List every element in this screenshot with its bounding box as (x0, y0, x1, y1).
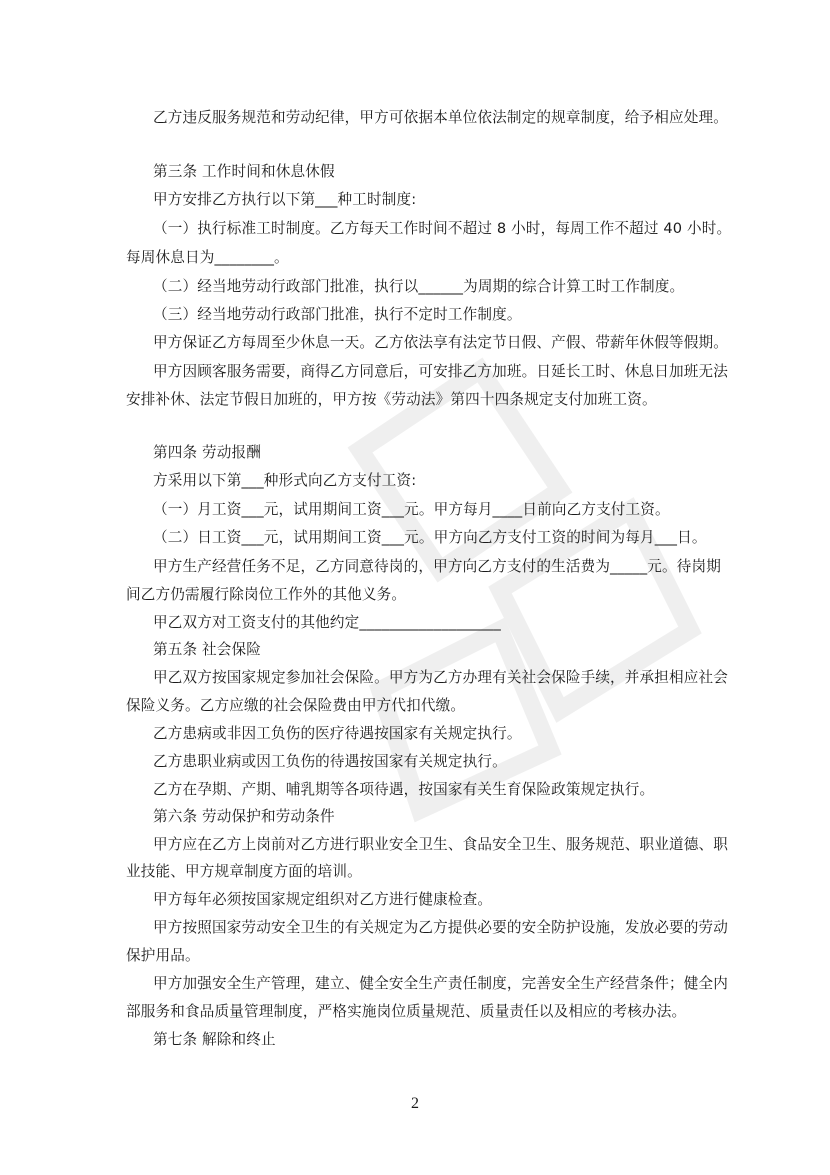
text-line-26: 业技能、甲方规章制度方面的培训。 (126, 863, 362, 880)
text-line-31: 部服务和食品质量管理制度，严格实施岗位质量规范、质量责任以及相应的考核办法。 (126, 1003, 687, 1020)
text-line-1: 乙方违反服务规范和劳动纪律，甲方可依据本单位依法制定的规章制度，给予相应处理。 (153, 109, 729, 126)
text-line-17: 甲乙双方对工资支付的其他约定___________________ (153, 614, 501, 631)
text-line-20: 保险义务。乙方应缴的社会保险费由甲方代扣代缴。 (126, 697, 466, 714)
text-line-6: （二）经当地劳动行政部门批准，执行以______为周期的综合计算工时工作制度。 (153, 278, 685, 295)
article-3-heading: 第三条 工作时间和休息休假 (153, 163, 335, 180)
text-line-9: 甲方因顾客服务需要，商得乙方同意后，可安排乙方加班。日延长工时、休息日加班无法 (153, 363, 729, 380)
article-7-heading: 第七条 解除和终止 (153, 1031, 276, 1048)
text-line-19: 甲乙双方按国家规定参加社会保险。甲方为乙方办理有关社会保险手续，并承担相应社会 (153, 669, 729, 686)
text-line-29: 保护用品。 (126, 947, 200, 964)
text-line-5: 每周休息日为________。 (126, 249, 289, 266)
text-line-4: （一）执行标准工时制度。乙方每天工作时间不超过 8 小时，每周工作不超过 40 小时。 (153, 220, 732, 237)
text-line-14: （二）日工资___元，试用期间工资___元。甲方向乙方支付工资的时间为每月___日。 (153, 529, 707, 546)
text-line-23: 乙方在孕期、产期、哺乳期等各项待遇，按国家有关生育保险政策规定执行。 (153, 781, 655, 798)
text-line-8: 甲方保证乙方每周至少休息一天。乙方依法享有法定节日假、产假、带薪年休假等假期。 (153, 334, 729, 351)
text-line-13: （一）月工资___元，试用期间工资___元。甲方每月____日前向乙方支付工资。 (153, 501, 670, 518)
text-line-3: 甲方安排乙方执行以下第___种工时制度: (153, 191, 417, 208)
text-line-7: （三）经当地劳动行政部门批准，执行不定时工作制度。 (153, 306, 522, 323)
text-line-22: 乙方患职业病或因工负伤的待遇按国家有关规定执行。 (153, 753, 507, 770)
text-line-28: 甲方按照国家劳动安全卫生的有关规定为乙方提供必要的安全防护设施，发放必要的劳动 (153, 919, 729, 936)
text-line-30: 甲方加强安全生产管理，建立、健全安全生产责任制度，完善安全生产经营条件；健全内 (153, 975, 729, 992)
text-line-16: 间乙方仍需履行除岗位工作外的其他义务。 (126, 586, 407, 603)
article-6-heading: 第六条 劳动保护和劳动条件 (153, 808, 335, 825)
text-line-15: 甲方生产经营任务不足，乙方同意待岗的，甲方向乙方支付的生活费为_____元。待岗期 (153, 558, 722, 575)
text-line-10: 安排补休、法定节假日加班的，甲方按《劳动法》第四十四条规定支付加班工资。 (126, 391, 657, 408)
page-number: 2 (411, 1095, 419, 1112)
text-line-12: 方采用以下第___种形式向乙方支付工资: (153, 472, 417, 489)
text-line-21: 乙方患病或非因工负伤的医疗待遇按国家有关规定执行。 (153, 725, 522, 742)
article-5-heading: 第五条 社会保险 (153, 641, 261, 658)
article-4-heading: 第四条 劳动报酬 (153, 444, 261, 461)
text-line-25: 甲方应在乙方上岗前对乙方进行职业安全卫生、食品安全卫生、服务规范、职业道德、职 (153, 836, 729, 853)
text-line-27: 甲方每年必须按国家规定组织对乙方进行健康检查。 (153, 891, 493, 908)
